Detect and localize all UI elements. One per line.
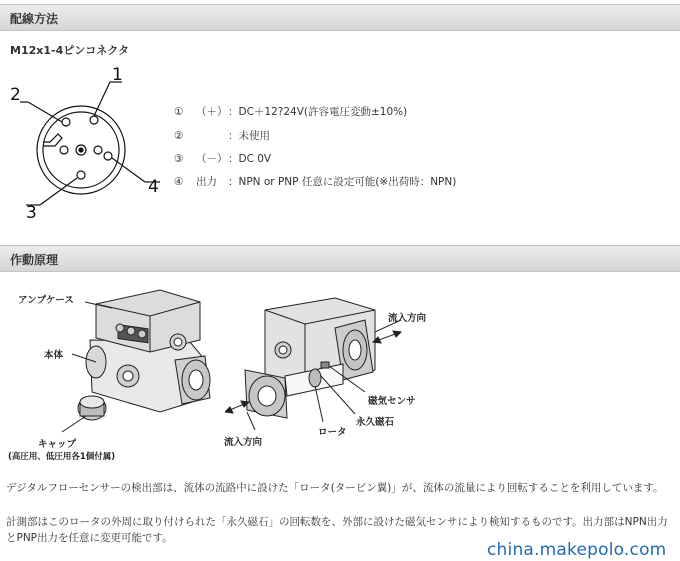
pin-row-4: [174, 174, 456, 189]
pin-number-4: 4: [148, 177, 159, 197]
sensor-exterior-illustration: [0, 280, 230, 470]
description-paragraph-1: デジタルフローセンサーの検出部は、流体の流路中に設けた「ロータ(タービン翼)」が、流体の流量により回転することを利用しています。: [6, 482, 664, 494]
pin-row-desc: ：DC 0V: [228, 153, 272, 165]
connector-title: M12x1-4ピンコネクタ: [10, 44, 130, 57]
label-cap-note: (高圧用、低圧用各1個付属): [8, 452, 116, 462]
label-magnetic-sensor: 磁気センサ: [368, 396, 416, 407]
label-permanent-magnet: 永久磁石: [356, 417, 395, 428]
label-flow-direction-bottom: 流入方向: [224, 437, 263, 448]
label-amp-case: アンプケース: [18, 295, 74, 306]
section-header-principle: [0, 245, 680, 272]
section-title-wiring: 配線方法: [10, 12, 59, 26]
pin-row-name: （＋）: [196, 106, 228, 118]
label-body: 本体: [44, 350, 64, 361]
pin-row-num: ④: [174, 176, 184, 188]
pin-number-3: 3: [26, 203, 37, 223]
description-paragraph-2: 計測部はこのロータの外周に取り付けられた「永久磁石」の回転数を、外部に設けた磁気センサにより検知するものです。出力部はNPN出力とPNP出力を任意に変更可能です。: [6, 516, 668, 544]
pin-row-desc: ：未使用: [228, 130, 270, 142]
section-title-principle: 作動原理: [10, 253, 59, 267]
pin-row-num: ②: [174, 130, 184, 142]
pin-row-name: 出力: [196, 176, 217, 188]
pin-row-name: （－）: [196, 153, 228, 165]
pin-number-1: 1: [112, 65, 123, 85]
pin-number-2: 2: [10, 85, 21, 105]
pin-row-1: [174, 104, 407, 119]
pin-row-num: ③: [174, 153, 184, 165]
label-flow-direction-top: 流入方向: [388, 313, 427, 324]
label-cap: キャップ: [38, 439, 77, 450]
watermark: china.makepolo.com: [487, 540, 667, 560]
pin-row-num: ①: [174, 106, 184, 118]
pin-row-desc: ：NPN or PNP 任意に設定可能(※出荷時：NPN): [228, 176, 457, 188]
section-header-wiring: [0, 4, 680, 31]
connector-pin-diagram: [0, 60, 170, 225]
pin-row-2: [174, 128, 270, 143]
pin-row-desc: ：DC＋12?24V(許容電圧変動±10%): [228, 106, 408, 118]
label-rotor: ロータ: [318, 427, 347, 438]
pin-row-3: [174, 151, 271, 166]
